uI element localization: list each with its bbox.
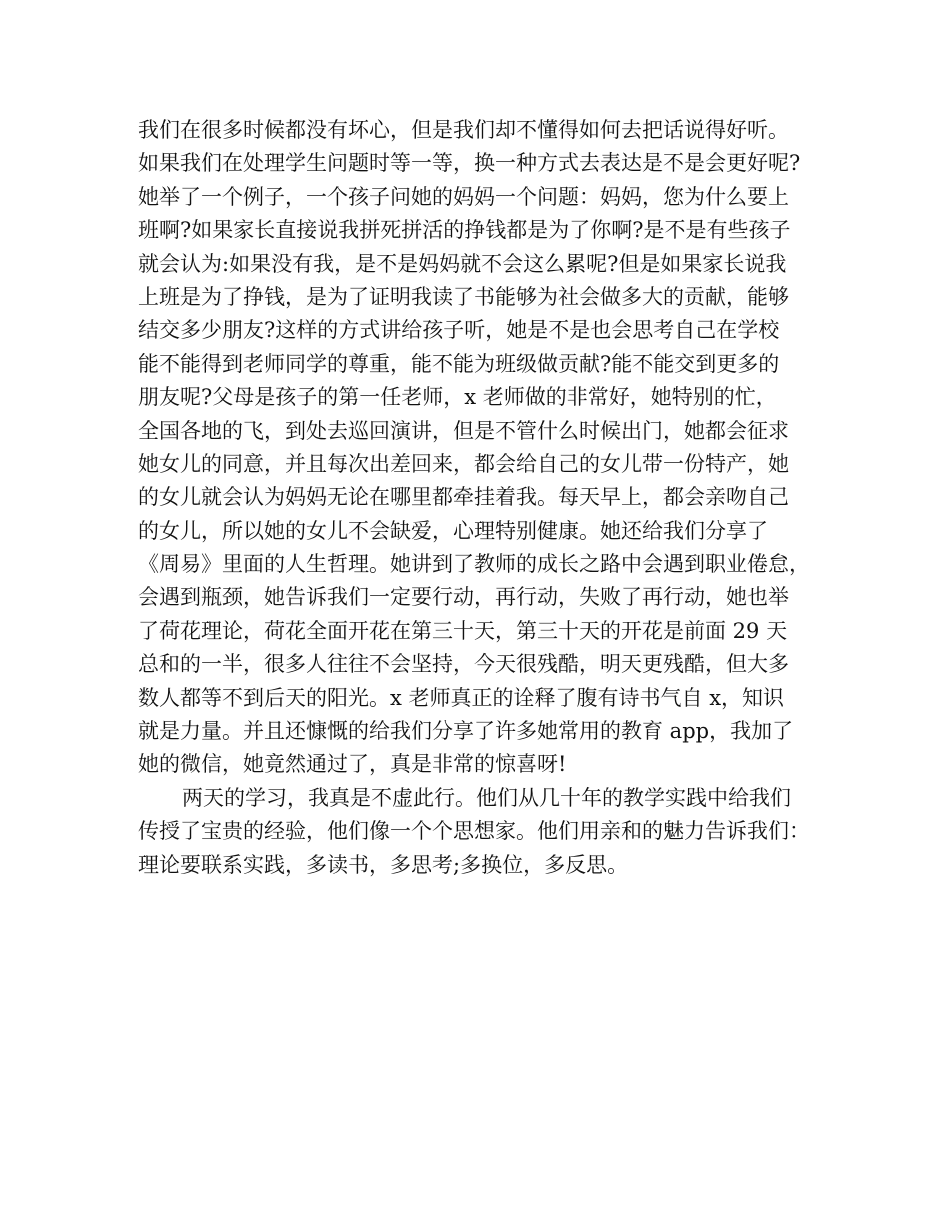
text-line: 朋友呢?父母是孩子的第一任老师，x 老师做的非常好，她特别的忙， bbox=[138, 385, 777, 410]
text-line: 班啊?如果家长直接说我拼死拼活的挣钱都是为了你啊?是不是有些孩子 bbox=[138, 218, 791, 243]
text-line: 她举了一个例子，一个孩子问她的妈妈一个问题：妈妈，您为什么要上 bbox=[138, 184, 789, 209]
text-line: 我们在很多时候都没有坏心，但是我们却不懂得如何去把话说得好听。 bbox=[138, 118, 789, 142]
text-line: 了荷花理论，荷花全面开花在第三十天，第三十天的开花是前面 29 天 bbox=[138, 618, 788, 643]
text-line: 的女儿就会认为妈妈无论在哪里都牵挂着我。每天早上，都会亲吻自己 bbox=[138, 485, 789, 510]
text-line: 总和的一半，很多人往往不会坚持，今天很残酷，明天更残酷，但大多 bbox=[138, 652, 789, 677]
text-line: 结交多少朋友?这样的方式讲给孩子听，她是不是也会思考自己在学校 bbox=[138, 318, 780, 343]
text-line: 全国各地的飞，到处去巡回演讲，但是不管什么时候出门，她都会征求 bbox=[138, 418, 789, 443]
text-line: 两天的学习，我真是不虚此行。他们从几十年的教学实践中给我们 bbox=[182, 785, 791, 810]
paragraph-2 bbox=[138, 782, 838, 882]
text-line: 《周易》里面的人生哲理。她讲到了教师的成长之路中会遇到职业倦怠， bbox=[138, 552, 810, 577]
text-line: 她的微信，她竟然通过了，真是非常的惊喜呀! bbox=[138, 752, 567, 777]
paragraph-1 bbox=[138, 114, 838, 782]
text-line: 数人都等不到后天的阳光。x 老师真正的诠释了腹有诗书气自 x，知识 bbox=[138, 685, 785, 710]
text-line: 如果我们在处理学生问题时等一等，换一种方式去表达是不是会更好呢? bbox=[138, 151, 801, 176]
text-line: 传授了宝贵的经验，他们像一个个思想家。他们用亲和的魅力告诉我们： bbox=[138, 819, 810, 844]
text-line: 就会认为:如果没有我，是不是妈妈就不会这么累呢?但是如果家长说我 bbox=[138, 251, 787, 276]
document-body bbox=[138, 114, 838, 882]
text-line: 会遇到瓶颈，她告诉我们一定要行动，再行动，失败了再行动，她也举 bbox=[138, 585, 789, 610]
text-line: 就是力量。并且还慷慨的给我们分享了许多她常用的教育 app，我加了 bbox=[138, 719, 794, 744]
text-line: 的女儿，所以她的女儿不会缺爱，心理特别健康。她还给我们分享了 bbox=[138, 518, 768, 543]
text-line: 她女儿的同意，并且每次出差回来，都会给自己的女儿带一份特产，她 bbox=[138, 451, 789, 476]
text-line: 能不能得到老师同学的尊重，能不能为班级做贡献?能不能交到更多的 bbox=[138, 351, 780, 376]
text-line: 理论要联系实践，多读书，多思考;多换位，多反思。 bbox=[138, 852, 629, 877]
text-line: 上班是为了挣钱，是为了证明我读了书能够为社会做多大的贡献，能够 bbox=[138, 284, 789, 309]
